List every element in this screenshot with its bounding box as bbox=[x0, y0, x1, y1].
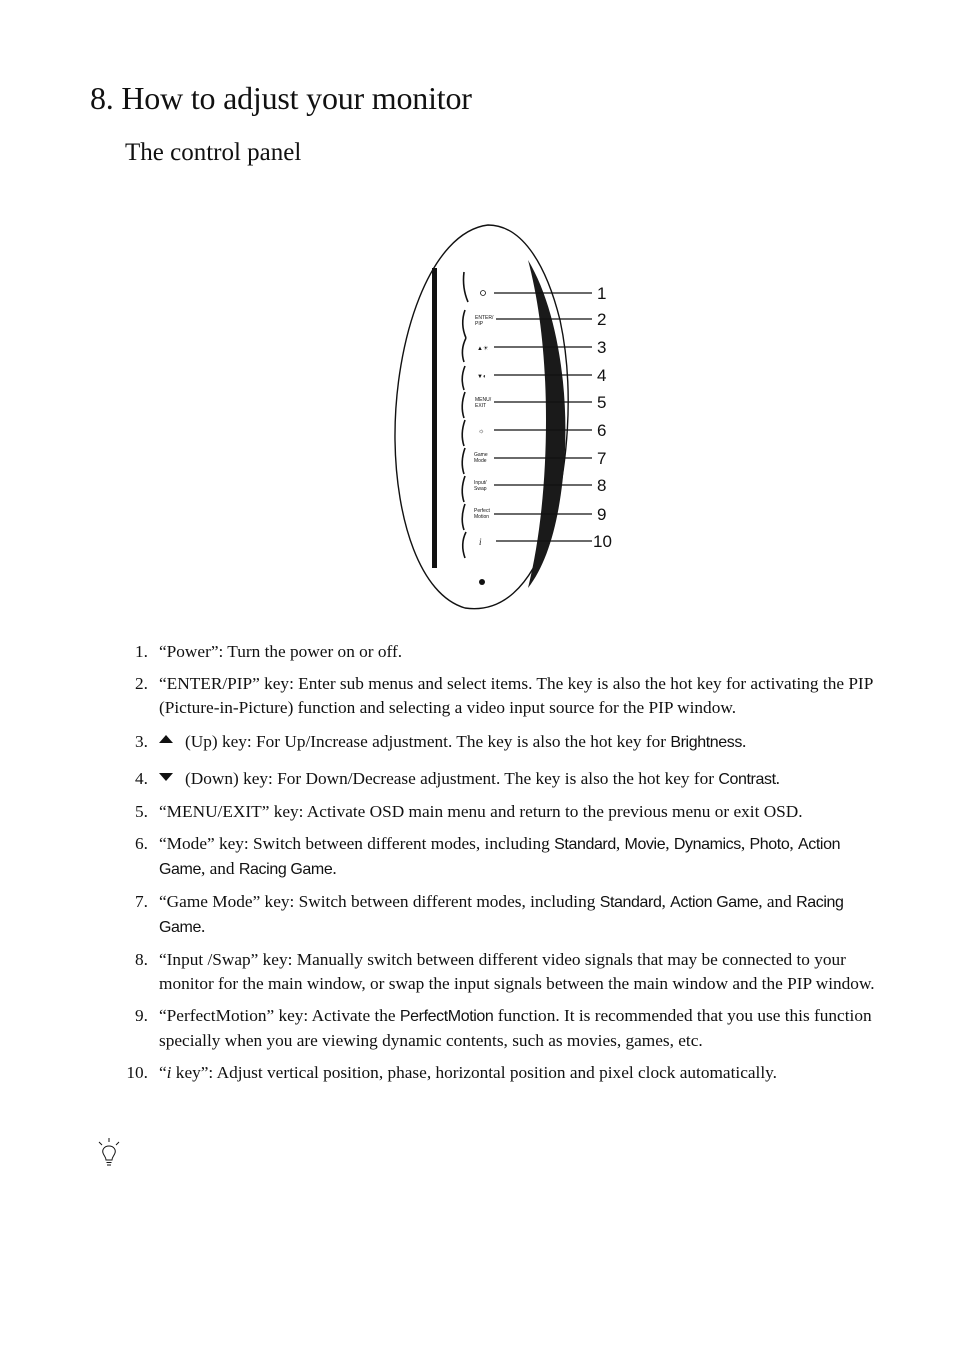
callout-8: 8 bbox=[597, 476, 607, 495]
perfect-motion-label-2: Motion bbox=[474, 514, 490, 520]
down-arrow-icon bbox=[159, 773, 173, 781]
callout-2: 2 bbox=[597, 310, 607, 329]
control-panel-svg bbox=[390, 220, 630, 615]
list-item: 5. “MENU/EXIT” key: Activate OSD main menu and return to the previous menu or exit OSD. bbox=[135, 802, 803, 821]
list-item: 2. “ENTER/PIP” key: Enter sub menus and select items. The key is also the hot key for activating the PIP (Picture-in-Picture) function and selecting a video input source for the PIP window. bbox=[135, 674, 873, 717]
list-item: 10. “i key”: Adjust vertical position, phase, horizontal position and pixel clock automatically. bbox=[126, 1063, 777, 1082]
i-key-label: i bbox=[479, 537, 482, 547]
input-swap-label-1: Input/ bbox=[474, 480, 487, 486]
callout-5: 5 bbox=[597, 393, 607, 412]
button-2 bbox=[463, 310, 466, 338]
list-item: 7. “Game Mode” key: Switch between different modes, including Standard, Action Game, and Racing Game. bbox=[135, 892, 844, 936]
list-item: 4. (Down) key: For Down/Decrease adjustment. The key is also the hot key for Contrast. bbox=[135, 769, 780, 788]
control-panel-diagram bbox=[390, 220, 630, 615]
callout-9: 9 bbox=[597, 505, 607, 524]
up-arrow-icon bbox=[159, 735, 173, 743]
input-swap-label-2: Swap bbox=[474, 486, 487, 492]
list-item: 8. “Input /Swap” key: Manually switch between different video signals that may be connected to your monitor for the main window, or swap the input signals between the main window and the PIP window. bbox=[135, 950, 875, 993]
power-icon bbox=[481, 291, 486, 296]
list-item: 1. “Power”: Turn the power on or off. bbox=[135, 642, 403, 661]
list-item: 3. (Up) key: For Up/Increase adjustment. The key is also the hot key for Brightness. bbox=[135, 732, 747, 751]
page-title: 8. How to adjust your monitor bbox=[90, 80, 472, 116]
up-brightness-icon: ▲☀ bbox=[477, 346, 489, 352]
list-item: 6. “Mode” key: Switch between different modes, including Standard, Movie, Dynamics, Photo, Action Game, and Racing Game. bbox=[135, 834, 841, 878]
game-mode-label-1: Game bbox=[474, 452, 488, 458]
button-1 bbox=[464, 272, 469, 302]
section-title: The control panel bbox=[125, 139, 302, 166]
button-5 bbox=[462, 392, 465, 418]
panel-buttons bbox=[462, 272, 468, 558]
list-item: 9. “PerfectMotion” key: Activate the PerfectMotion function. It is recommended that you use this function specially when you are viewing dynamic contents, such as movies, games, etc. bbox=[135, 1006, 872, 1050]
callout-1: 1 bbox=[597, 284, 607, 303]
button-6 bbox=[462, 420, 465, 446]
menu-exit-label-2: EXIT bbox=[475, 403, 487, 409]
button-3 bbox=[462, 338, 466, 362]
callout-3: 3 bbox=[597, 338, 607, 357]
button-10 bbox=[463, 532, 466, 558]
enter-pip-label-1: ENTER/ bbox=[475, 315, 494, 321]
button-4 bbox=[462, 366, 465, 390]
bezel-side-shadow bbox=[528, 260, 565, 588]
mode-icon: ☼ bbox=[478, 428, 485, 435]
button-9 bbox=[462, 504, 465, 530]
lightbulb-tip-icon bbox=[96, 1138, 122, 1168]
button-8 bbox=[462, 476, 465, 502]
bezel-left-edge bbox=[432, 268, 437, 568]
callout-4: 4 bbox=[597, 366, 607, 385]
enter-pip-label-2: PIP bbox=[475, 321, 484, 327]
menu-exit-label-1: MENU/ bbox=[475, 397, 492, 403]
callout-6: 6 bbox=[597, 421, 607, 440]
perfect-motion-label-1: Perfect bbox=[474, 508, 490, 514]
callout-10: 10 bbox=[593, 532, 612, 551]
power-led bbox=[479, 579, 485, 585]
callout-7: 7 bbox=[597, 449, 607, 468]
key-description-list bbox=[120, 640, 880, 1093]
button-7 bbox=[462, 448, 465, 474]
game-mode-label-2: Mode bbox=[474, 458, 487, 464]
down-contrast-icon: ▼◐ bbox=[477, 374, 487, 380]
